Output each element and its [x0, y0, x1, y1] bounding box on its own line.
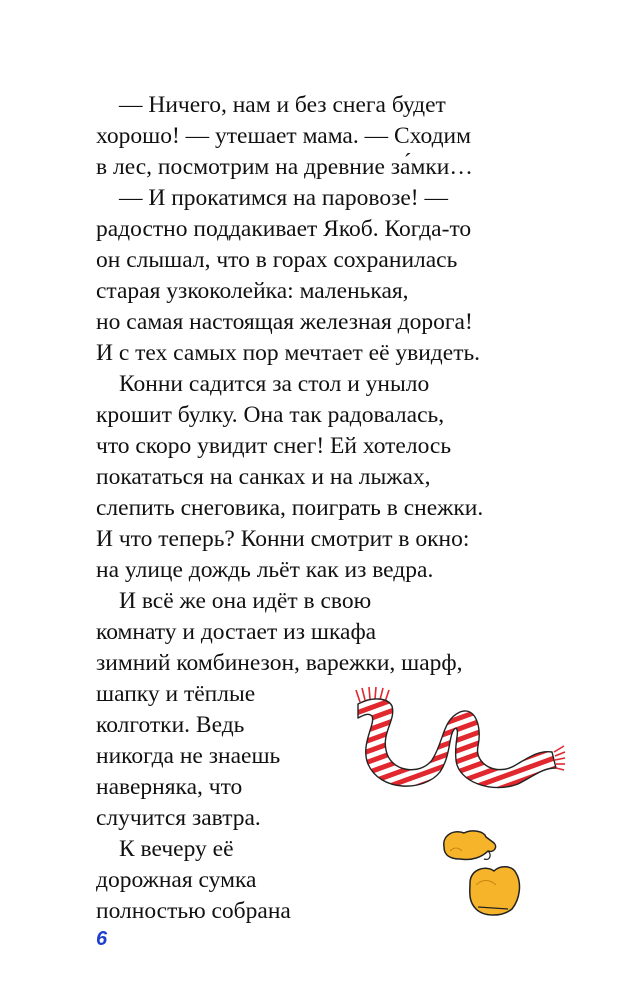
text-line: Конни садится за стол и уныло: [119, 371, 430, 397]
text-line: он слышал, что в горах сохранилась: [96, 247, 458, 273]
text-line: дорожная сумка: [96, 867, 257, 893]
text-line: — Ничего, нам и без снега будет: [119, 92, 446, 118]
page-number: 6: [96, 928, 108, 950]
text-line: слепить снеговика, поиграть в снежки.: [96, 495, 484, 521]
text-line: случится завтра.: [96, 805, 261, 831]
text-line: К вечеру её: [119, 836, 234, 862]
text-line: комнату и достает из шкафа: [96, 619, 377, 645]
text-line: — И прокатимся на паровозе! —: [119, 185, 448, 211]
text-line: наверняка, что: [96, 774, 243, 800]
text-line: колготки. Ведь: [96, 712, 245, 738]
text-line: крошит булку. Она так радовалась,: [96, 402, 445, 428]
text-line: покататься на санках и на лыжах,: [96, 464, 431, 490]
text-line: хорошо! — утешает мама. — Сходим: [96, 123, 471, 149]
text-line: никогда не знаешь: [96, 743, 281, 769]
text-line: полностью собрана: [96, 898, 291, 924]
scarf-illustration: [352, 680, 566, 790]
text-line: И всё же она идёт в свою: [119, 588, 372, 614]
text-line: радостно поддакивает Якоб. Когда-то: [96, 216, 472, 242]
text-line: в лес, посмотрим на древние за́мки…: [96, 154, 473, 180]
text-line: но самая настоящая железная дорога!: [96, 309, 473, 335]
text-line: И с тех самых пор мечтает её увидеть.: [96, 340, 481, 366]
text-line: зимний комбинезон, варежки, шарф,: [96, 650, 463, 676]
text-line: что скоро увидит снег! Ей хотелось: [96, 433, 452, 459]
mittens-illustration: [436, 825, 528, 917]
text-line: на улице дождь льёт как из ведра.: [96, 557, 434, 583]
text-line: И что теперь? Конни смотрит в окно:: [96, 526, 470, 552]
text-line: старая узкоколейка: маленькая,: [96, 278, 409, 304]
text-line: шапку и тёплые: [96, 681, 256, 707]
